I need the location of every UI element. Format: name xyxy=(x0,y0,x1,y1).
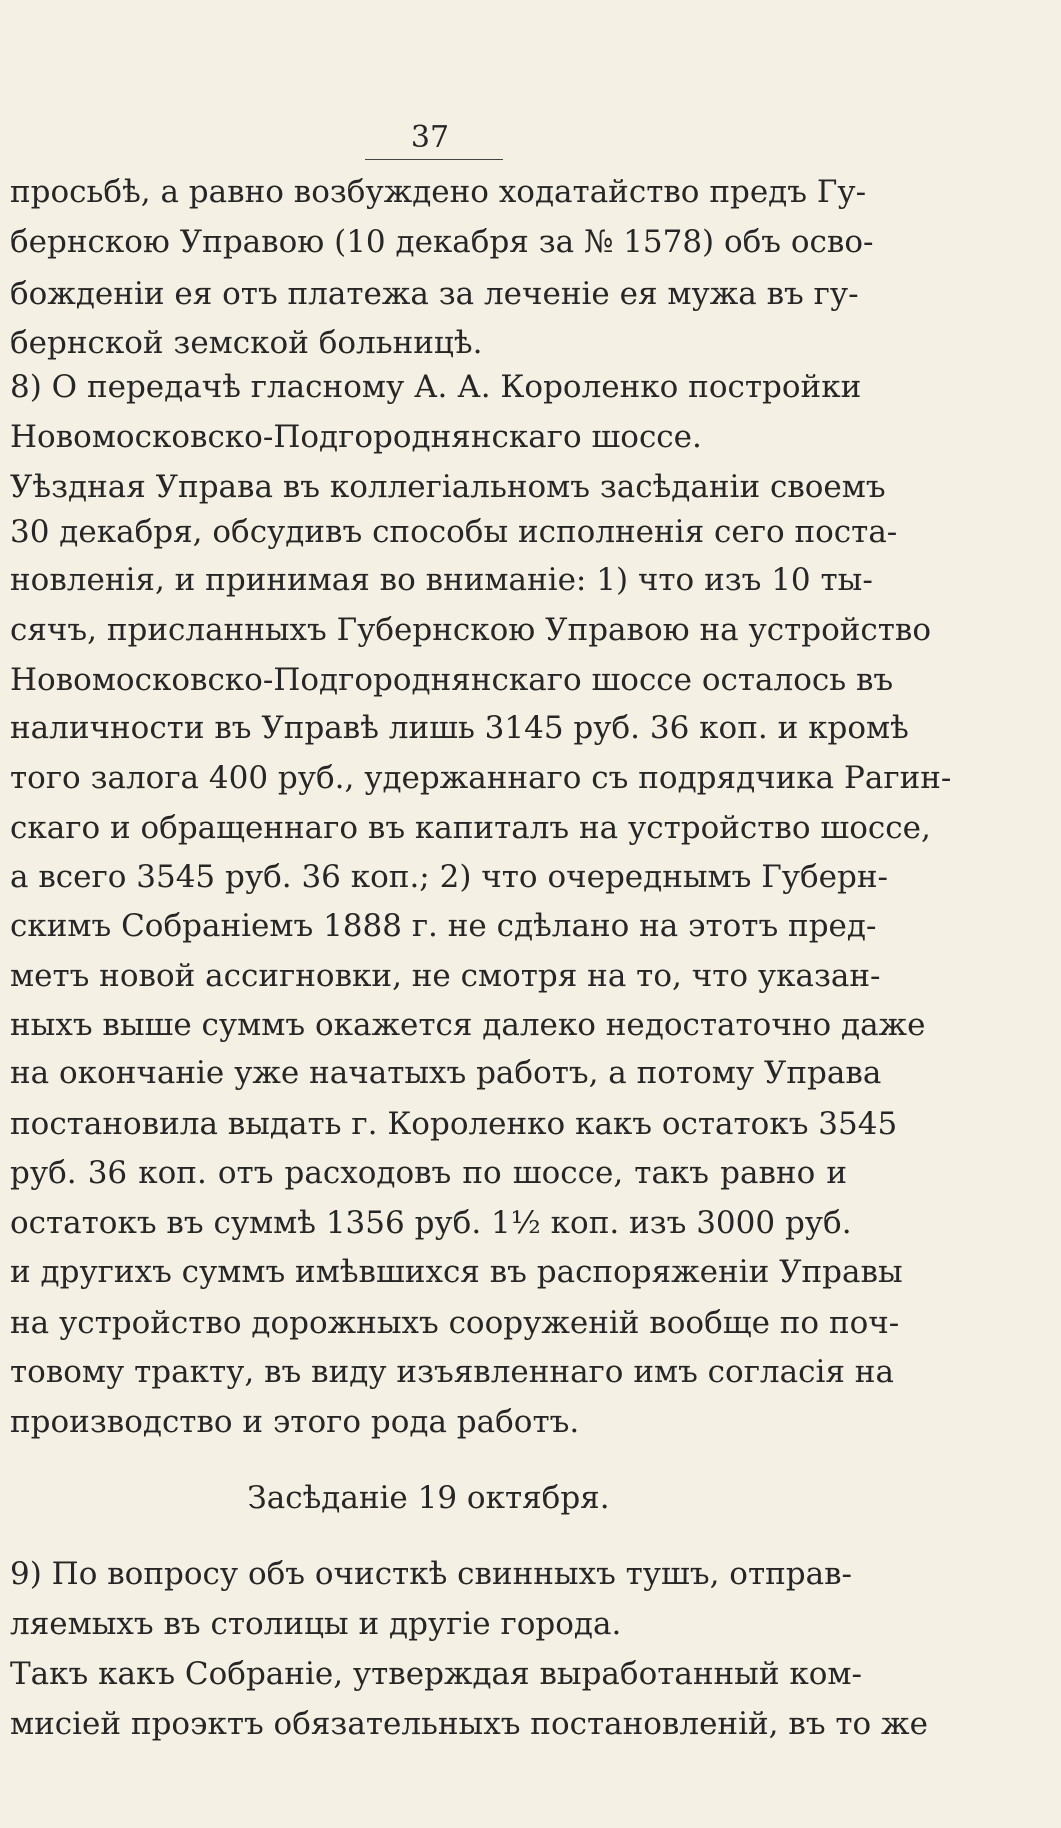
page-number-rule xyxy=(365,159,503,160)
text-line: того залога 400 руб., удержаннаго съ подрядчика Рагин- xyxy=(10,760,952,796)
text-line: ляемыхъ въ столицы и другіе города. xyxy=(10,1606,622,1642)
text-line: а всего 3545 руб. 36 коп.; 2) что очереднымъ Губерн- xyxy=(10,859,889,895)
text-line: остатокъ въ суммѣ 1356 руб. 1½ коп. изъ 3000 руб. xyxy=(10,1205,852,1241)
text-line: и другихъ суммъ имѣвшихся въ распоряженіи Управы xyxy=(10,1254,903,1290)
text-line: ныхъ выше суммъ окажется далеко недостаточно даже xyxy=(10,1007,926,1043)
text-line: новленія, и принимая во вниманіе: 1) что изъ 10 ты- xyxy=(10,562,873,598)
text-line: бернской земской больницѣ. xyxy=(10,325,483,361)
text-line: Уѣздная Управа въ коллегіальномъ засѣданіи своемъ xyxy=(10,469,886,505)
text-line: 8) О передачѣ гласному А. А. Короленко постройки xyxy=(10,369,862,405)
text-line: мисіей проэктъ обязательныхъ постановленій, въ то же xyxy=(10,1706,928,1742)
section-heading: Засѣданіе 19 октября. xyxy=(247,1480,610,1516)
text-line: товому тракту, въ виду изъявленнаго имъ согласія на xyxy=(10,1354,894,1390)
text-line: сячъ, присланныхъ Губернскою Управою на устройство xyxy=(10,612,932,648)
text-line: Новомосковско-Подгороднянскаго шоссе осталось въ xyxy=(10,662,894,698)
text-line: на устройство дорожныхъ сооруженій вообще по поч- xyxy=(10,1305,900,1341)
text-line: скаго и обращеннаго въ капиталъ на устройство шоссе, xyxy=(10,810,931,846)
text-line: постановила выдать г. Короленко какъ остатокъ 3545 xyxy=(10,1106,898,1142)
text-line: божденіи ея отъ платежа за леченіе ея мужа въ гу- xyxy=(10,276,859,312)
text-line: наличности въ Управѣ лишь 3145 руб. 36 коп. и кромѣ xyxy=(10,710,909,746)
text-line: просьбѣ, а равно возбуждено ходатайство предъ Гу- xyxy=(10,174,867,210)
text-line: бернскою Управою (10 декабря за № 1578) объ осво- xyxy=(10,224,874,260)
text-line: Такъ какъ Собраніе, утверждая выработанный ком- xyxy=(10,1656,863,1692)
text-line: 9) По вопросу объ очисткѣ свинныхъ тушъ, отправ- xyxy=(10,1556,853,1592)
page-number: 37 xyxy=(410,120,450,155)
text-line: руб. 36 коп. отъ расходовъ по шоссе, такъ равно и xyxy=(10,1155,847,1191)
text-line: метъ новой ассигновки, не смотря на то, что указан- xyxy=(10,958,881,994)
text-line: на окончаніе уже начатыхъ работъ, а потому Управа xyxy=(10,1055,882,1091)
text-line: Новомосковско-Подгороднянскаго шоссе. xyxy=(10,419,702,455)
text-line: скимъ Собраніемъ 1888 г. не сдѣлано на этотъ пред- xyxy=(10,908,877,944)
text-line: производство и этого рода работъ. xyxy=(10,1404,580,1440)
text-line: 30 декабря, обсудивъ способы исполненія сего поста- xyxy=(10,514,898,550)
